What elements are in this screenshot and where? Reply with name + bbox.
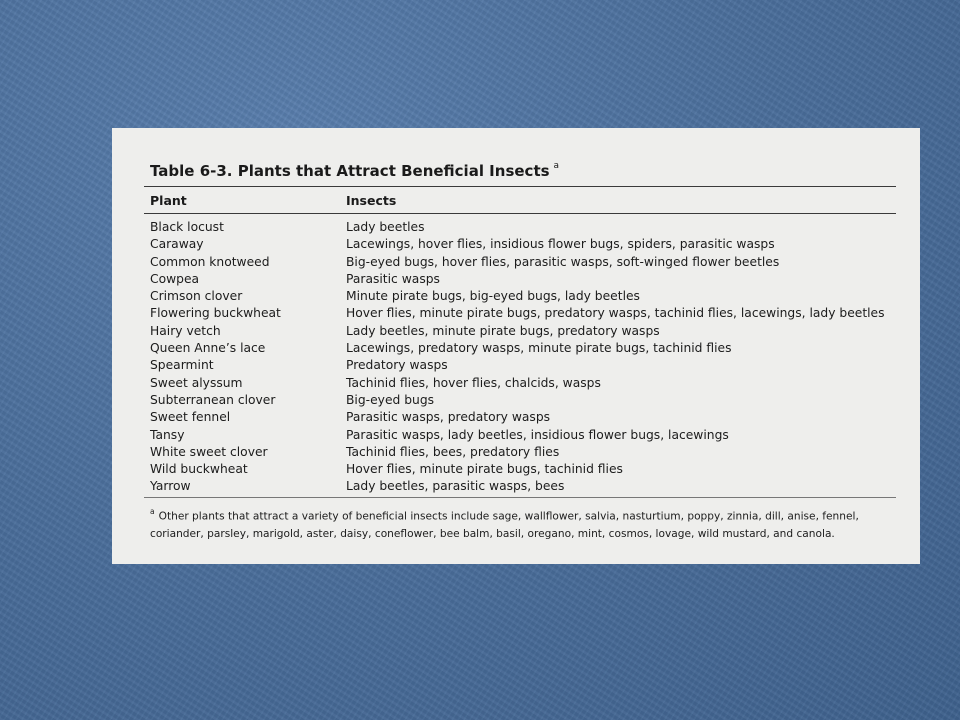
insects-cell: Lady beetles (346, 220, 425, 234)
insects-cell: Lacewings, predatory wasps, minute pirate bugs, tachinid flies (346, 341, 732, 356)
plant-cell: Sweet fennel (150, 410, 231, 425)
plant-cell: Wild buckwheat (150, 462, 248, 477)
footnote-line-1 (150, 504, 890, 526)
insects-cell: Tachinid flies, bees, predatory flies (346, 444, 560, 459)
table-body (112, 220, 920, 497)
plant-cell: White sweet clover (150, 444, 268, 459)
plant-cell: Yarrow (150, 479, 191, 494)
table-row (112, 479, 920, 496)
table-row (112, 220, 920, 237)
insects-cell: Parasitic wasps, predatory wasps (346, 410, 551, 425)
insects-cell: Hover flies, minute pirate bugs, tachinid flies (346, 462, 623, 477)
footnote-marker: a (150, 507, 155, 516)
title-footnote-marker: a (553, 161, 560, 171)
insects-cell: Lady beetles, parasitic wasps, bees (346, 479, 565, 494)
table-row (112, 255, 920, 272)
table-row (112, 324, 920, 341)
insects-cell: Tachinid flies, hover flies, chalcids, wasps (346, 375, 601, 390)
table-row (112, 358, 920, 375)
insects-cell: Parasitic wasps, lady beetles, insidious flower bugs, lacewings (346, 427, 729, 442)
plant-cell: Subterranean clover (150, 392, 276, 407)
table-footnote (150, 504, 890, 543)
insects-cell: Lady beetles, minute pirate bugs, predatory wasps (346, 323, 660, 338)
column-header-plant: Plant (150, 193, 187, 208)
footnote-text-1: Other plants that attract a variety of beneficial insects include sage, wallflower, salvia, nasturtium, poppy, zinnia, dill, anise, fennel, (158, 510, 859, 523)
plant-cell: Caraway (150, 237, 204, 252)
plant-cell: Flowering buckwheat (150, 306, 281, 321)
table-row (112, 462, 920, 479)
plant-cell: Crimson clover (150, 289, 243, 304)
insects-cell: Predatory wasps (346, 358, 448, 373)
table-row (112, 341, 920, 358)
plant-cell: Queen Anne’s lace (150, 341, 266, 356)
insects-cell: Big-eyed bugs (346, 392, 435, 407)
insects-cell: Big-eyed bugs, hover flies, parasitic wasps, soft-winged flower beetles (346, 254, 780, 269)
table-row (112, 393, 920, 410)
top-rule (144, 186, 896, 187)
table-row (112, 410, 920, 427)
insects-cell: Minute pirate bugs, big-eyed bugs, lady beetles (346, 289, 640, 304)
table-row (112, 428, 920, 445)
table-title-text: Table 6-3. Plants that Attract Beneficial Insects (150, 162, 550, 180)
table-row (112, 289, 920, 306)
insects-cell: Hover flies, minute pirate bugs, predatory wasps, tachinid flies, lacewings, lady beetles (346, 306, 885, 321)
plant-cell: Hairy vetch (150, 323, 221, 338)
table-row (112, 376, 920, 393)
table-title (150, 162, 559, 180)
plant-cell: Sweet alyssum (150, 375, 243, 390)
column-header-insects: Insects (346, 193, 397, 208)
insects-cell: Lacewings, hover flies, insidious flower bugs, spiders, parasitic wasps (346, 237, 775, 252)
scanned-table-image (112, 128, 920, 564)
table-row (112, 237, 920, 254)
footnote-rule (144, 497, 896, 498)
table-row (112, 272, 920, 289)
header-rule (144, 213, 896, 214)
plant-cell: Spearmint (150, 358, 214, 373)
insects-cell: Parasitic wasps (346, 271, 440, 286)
plant-cell: Cowpea (150, 271, 200, 286)
plant-cell: Black locust (150, 220, 224, 234)
table-row (112, 306, 920, 323)
plant-cell: Tansy (150, 427, 185, 442)
footnote-line-2: coriander, parsley, marigold, aster, daisy, coneflower, bee balm, basil, oregano, mint, cosmos, lovage, wild mustard, and canola. (150, 527, 835, 540)
plant-cell: Common knotweed (150, 254, 270, 269)
table-row (112, 445, 920, 462)
